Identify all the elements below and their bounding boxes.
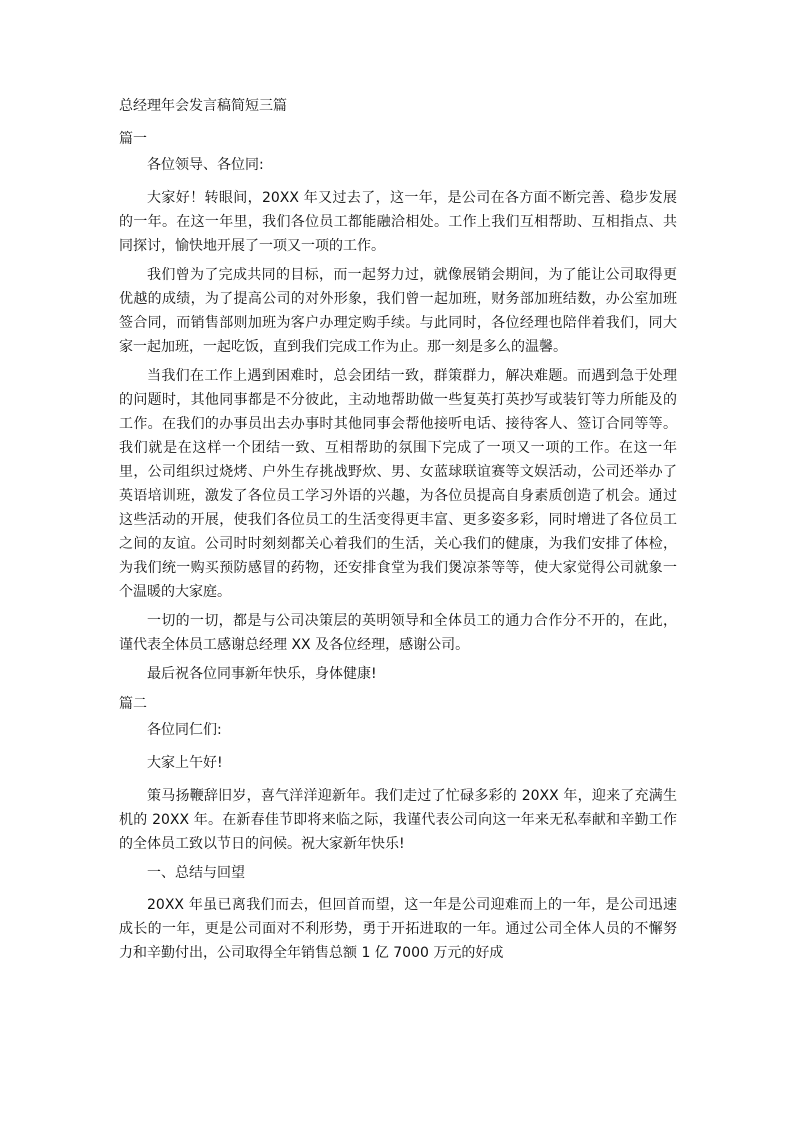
salutation-paragraph: 各位领导、各位同: — [147, 157, 264, 173]
section-heading-1: 篇一 — [119, 131, 147, 147]
closing-paragraph: 最后祝各位同事新年快乐，身体健康! — [147, 666, 377, 682]
document-body — [119, 92, 677, 970]
body-paragraph: 一切的一切，都是与公司决策层的英明领导和全体员工的通力合作分不开的，在此，谨代表全体员工感谢总经理 XX 及各位经理，感谢公司。 — [119, 613, 677, 653]
section-heading-2: 篇二 — [119, 696, 147, 712]
body-paragraph: 我们曾为了完成共同的目标，而一起努力过，就像展销会期间，为了能让公司取得更优越的成绩，为了提高公司的对外形象，我们曾一起加班，财务部加班结数，办公室加班签合同，而销售部则加班为客户办理定购手续。与此同时，各位经理也陪伴着我们，同大家一起加班，一起吃饭，直到我们完成工作为止。那一刻是多么的温馨。 — [119, 267, 677, 355]
body-paragraph: 策马扬鞭辞旧岁，喜气洋洋迎新年。我们走过了忙碌多彩的 20XX 年，迎来了充满生机的 20XX 年。在新春佳节即将来临之际，我谨代表公司向这一年来无私奉献和辛勤工作的全体员工致以节日的问候。祝大家新年快乐! — [119, 788, 677, 852]
subsection-heading: 一、总结与回望 — [147, 865, 245, 881]
document-title: 总经理年会发言稿简短三篇 — [119, 98, 287, 114]
greeting-paragraph: 大家上午好! — [147, 755, 223, 771]
body-paragraph: 大家好！转眼间，20XX 年又过去了，这一年，是公司在各方面不断完善、稳步发展的一年。在这一年里，我们各位员工都能融洽相处。工作上我们互相帮助、互相指点、共同探讨，愉快地开展了一项又一项的工作。 — [119, 190, 677, 254]
salutation-paragraph: 各位同仁们: — [147, 722, 222, 738]
body-paragraph: 当我们在工作上遇到困难时，总会团结一致，群策群力，解决难题。而遇到急于处理的问题时，其他同事都是不分彼此，主动地帮助做一些复英打英抄写或装钉等力所能及的工作。在我们的办事员出去办事时其他同事会帮他接听电话、接待客人、签订合同等等。我们就是在这样一个团结一致、互相帮助的氛围下完成了一项又一项的工作。在这一年里，公司组织过烧烤、户外生存挑战野炊、男、女蓝球联谊赛等文娱活动，公司还举办了英语培训班，激发了各位员工学习外语的兴趣，为各位员提高自身素质创造了机会。通过这些活动的开展，使我们各位员工的生活变得更丰富、更多姿多彩，同时增进了各位员工之间的友谊。公司时时刻刻都关心着我们的生活，关心我们的健康，为我们安排了体检，为我们统一购买预防感冒的药物，还安排食堂为我们煲凉茶等等，使大家觉得公司就象一个温暖的大家庭。 — [119, 368, 677, 600]
body-paragraph: 20XX 年虽已离我们而去，但回首而望，这一年是公司迎难而上的一年，是公司迅速成长的一年，更是公司面对不利形势，勇于开拓进取的一年。通过公司全体人员的不懈努力和辛勤付出，公司取得全年销售总额 1 亿 7000 万元的好成 — [119, 897, 677, 961]
